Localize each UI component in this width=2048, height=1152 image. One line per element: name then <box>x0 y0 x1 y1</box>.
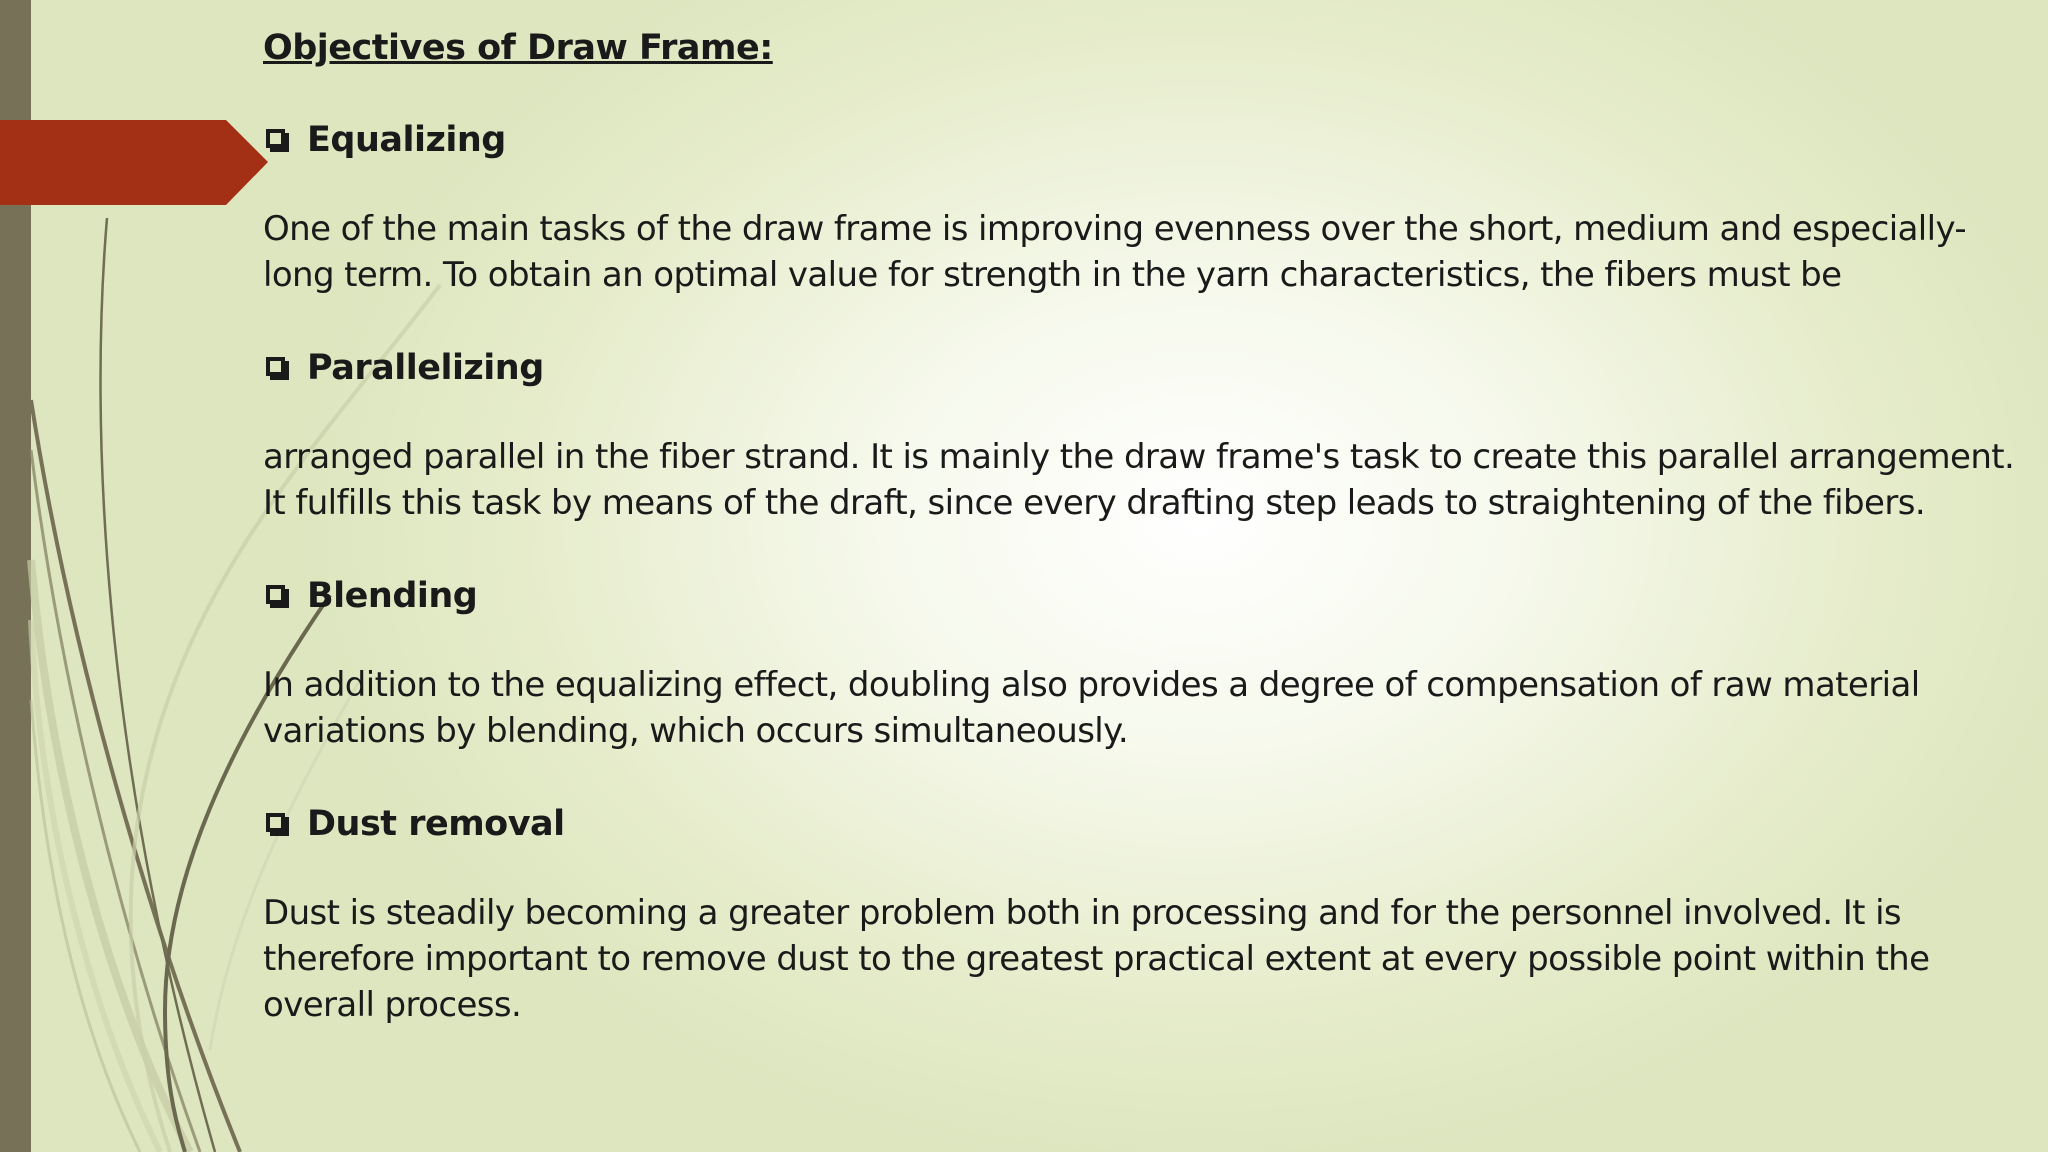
slide-content <box>263 22 2033 1072</box>
slide-title: Objectives of Draw Frame: <box>263 28 773 68</box>
checkbox-bullet-icon <box>266 585 285 604</box>
section-heading-label: Parallelizing <box>307 348 544 388</box>
section-paragraph-equalizing: One of the main tasks of the draw frame is improving evenness over the short, medium and especially-long term. To obtain an optimal value for strength in the yarn characteristics, the fibers must be <box>263 209 1967 295</box>
checkbox-bullet-icon <box>266 129 285 148</box>
section-heading-dust-removal <box>263 798 2033 850</box>
section-heading-label: Dust removal <box>307 804 565 844</box>
section-heading-label: Blending <box>307 576 478 616</box>
checkbox-bullet-icon <box>266 357 285 376</box>
checkbox-bullet-icon <box>266 813 285 832</box>
section-heading-label: Equalizing <box>307 120 506 160</box>
section-heading-equalizing <box>263 114 2033 166</box>
accent-arrow-tab <box>0 120 270 205</box>
section-paragraph-dust-removal: Dust is steadily becoming a greater problem both in processing and for the personnel involved. It is therefore important to remove dust to the greatest practical extent at every possible point within the overall process. <box>263 893 1930 1025</box>
section-paragraph-blending: In addition to the equalizing effect, doubling also provides a degree of compensation of raw material variations by blending, which occurs simultaneously. <box>263 665 1920 751</box>
section-heading-blending <box>263 570 2033 622</box>
section-paragraph-parallelizing: arranged parallel in the fiber strand. It is mainly the draw frame's task to create this parallel arrangement. It fulfills this task by means of the draft, since every drafting step leads to straightening of the fibers. <box>263 437 2015 523</box>
section-heading-parallelizing <box>263 342 2033 394</box>
